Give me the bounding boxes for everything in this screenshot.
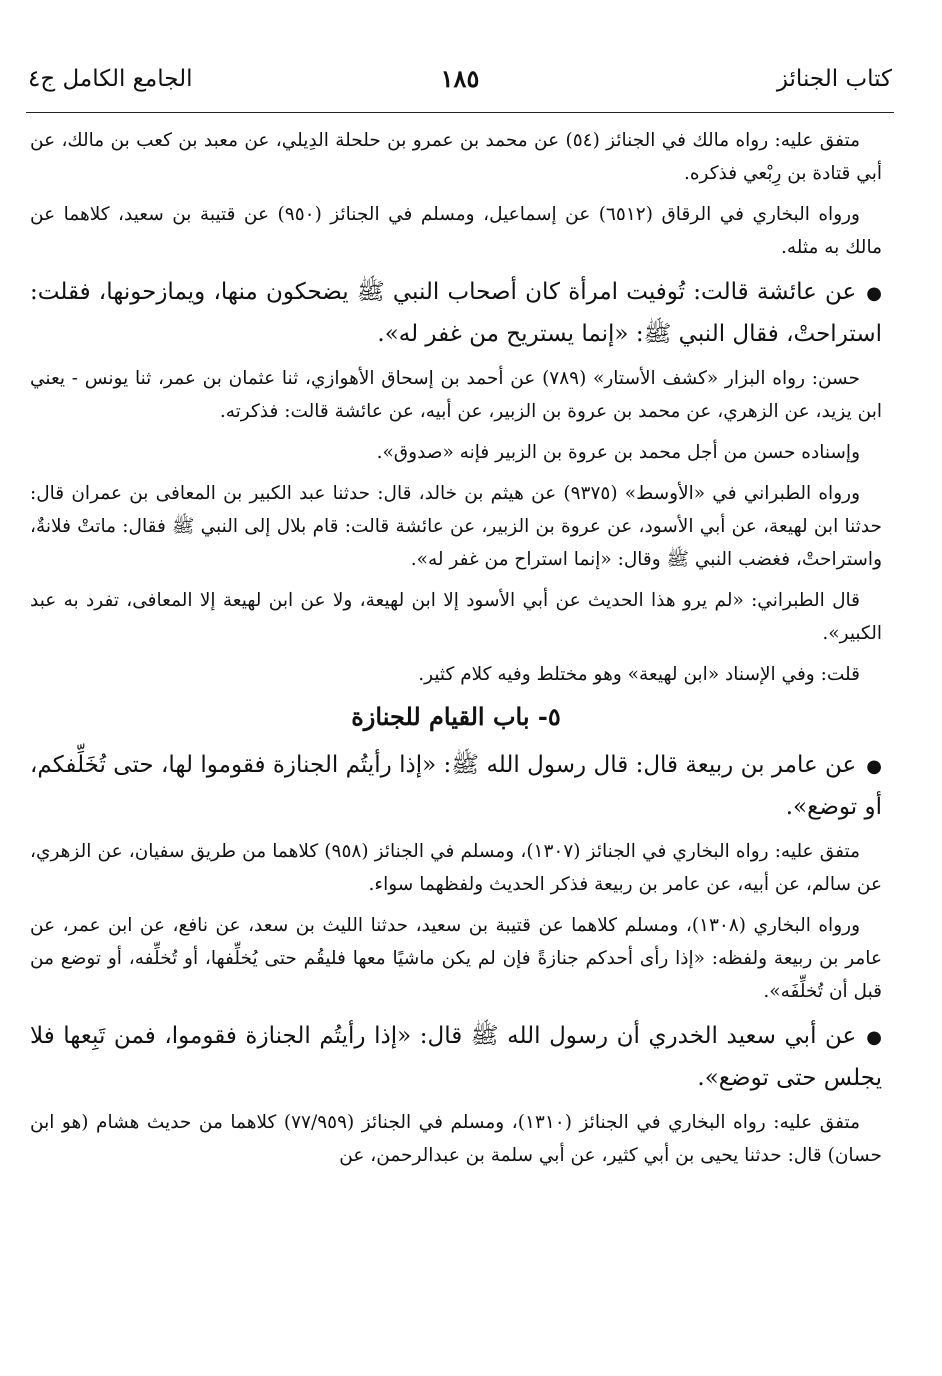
takhrij-note: متفق عليه: رواه البخاري في الجنائز (١٣٠٧)، ومسلم في الجنائز (٩٥٨) كلاهما من طريق سفيان، عن الزهري، عن سالم، عن أبيه، عن عامر بن ربيعة فذكر الحديث ولفظهما سواء. [30,841,882,895]
takhrij-note: ورواه البخاري (١٣٠٨)، ومسلم كلاهما عن قتيبة بن سعيد، حدثنا الليث بن سعد، عن نافع، عن ابن عمر، عن عامر بن ربيعة ولفظه: «إذا رأى أحدكم جنازةً فإن لم يكن ماشيًا معها فليقُم حتى يُخلِّفها، أو تُخلِّفه، أو توضع من قبل أن تُخلِّفَه». [30,915,882,1002]
takhrij-note: حسن: رواه البزار «كشف الأستار» (٧٨٩) عن أحمد بن إسحاق الأهوازي، ثنا عثمان بن عمر، ثنا يونس - يعني ابن يزيد، عن الزهري، عن محمد بن عروة بن الزبير، عن أبيه، عن عائشة قالت: فذكرته. [30,368,882,422]
takhrij-note: وإسناده حسن من أجل محمد بن عروة بن الزبير فإنه «صدوق». [376,442,860,463]
hadith-text: ●عن أبي سعيد الخدري أن رسول الله ﷺ قال: «إذا رأيتُم الجنازة فقوموا، فمن تَبِعها فلا يجلس حتى توضع». [30,1016,882,1098]
takhrij-note: قلت: وفي الإسناد «ابن لهيعة» وهو مختلط وفيه كلام كثير. [418,664,860,685]
takhrij-note: ورواه البخاري في الرقاق (٦٥١٢) عن إسماعيل، ومسلم في الجنائز (٩٥٠) عن قتيبة بن سعيد، كلاهما عن مالك به مثله. [30,204,882,258]
takhrij-note: متفق عليه: رواه البخاري في الجنائز (١٣١٠)، ومسلم في الجنائز (٧٧/٩٥٩) كلاهما من حديث هشام (هو ابن حسان) قال: حدثنا يحيى بن أبي كثير، عن أبي سلمة بن عبدالرحمن، عن [30,1112,882,1166]
page-number: ١٨٥ [440,64,480,93]
page-header [28,62,892,102]
running-head-section: كتاب الجنائز [776,66,892,92]
chapter-heading: ٥- باب القيام للجنازة [351,702,561,731]
running-head-title: الجامع الكامل ج٤ [28,66,193,92]
takhrij-note: قال الطبراني: «لم يرو هذا الحديث عن أبي الأسود إلا ابن لهيعة، ولا عن ابن لهيعة إلا المعافى، تفرد به عبد الكبير». [30,590,882,644]
bullet-icon: ● [866,756,882,777]
page-body [30,124,882,1180]
takhrij-note: متفق عليه: رواه مالك في الجنائز (٥٤) عن محمد بن عمرو بن حلحلة الدِيلي، عن معبد بن كعب بن مالك، عن أبي قتادة بن رِبْعي فذكره. [30,130,882,184]
hadith-text: ●عن عائشة قالت: تُوفيت امرأة كان أصحاب النبي ﷺ يضحكون منها، ويمازحونها، فقلت: استراحتْ، فقال النبي ﷺ: «إنما يستريح من غفر له». [30,272,882,354]
takhrij-note: ورواه الطبراني في «الأوسط» (٩٣٧٥) عن هيثم بن خالد، قال: حدثنا عبد الكبير بن المعافى بن عمران قال: حدثنا ابن لهيعة، عن أبي الأسود، عن عروة بن الزبير، عن عائشة قالت: قام بلال إلى النبي ﷺ فقال: ماتتْ فلانةٌ، واستراحتْ، فغضب النبي ﷺ وقال: «إنما استراح من غفر له». [30,483,882,570]
bullet-icon: ● [866,283,882,304]
header-divider [26,112,894,113]
hadith-text: ●عن عامر بن ربيعة قال: قال رسول الله ﷺ: «إذا رأيتُم الجنازة فقوموا لها، حتى تُخَلِّفكم، أو توضع». [30,745,882,827]
bullet-icon: ● [866,1027,882,1048]
